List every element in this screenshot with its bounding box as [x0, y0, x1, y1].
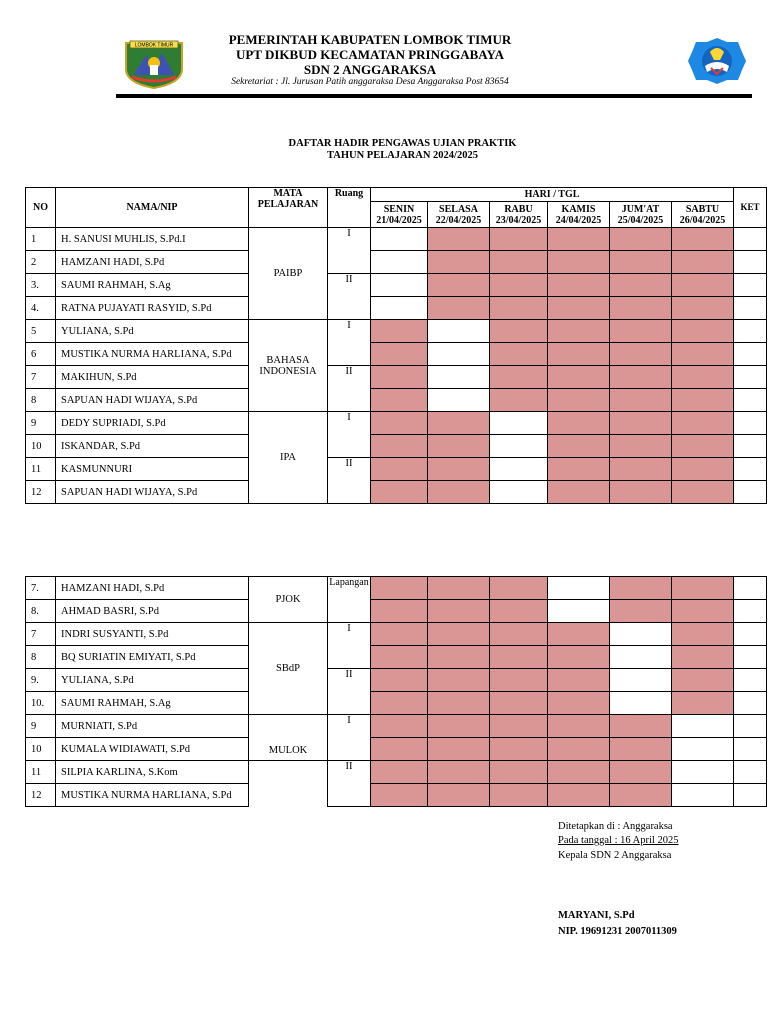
- shaded-cell: [548, 715, 610, 738]
- header-day-senin: SENIN 21/04/2025: [371, 202, 428, 228]
- row-name: HAMZANI HADI, S.Pd: [56, 251, 249, 274]
- shaded-cell: [428, 715, 490, 738]
- shaded-cell: [548, 366, 610, 389]
- shaded-cell: [672, 366, 734, 389]
- table-row: [26, 297, 767, 320]
- header-day-selasa: SELASA 22/04/2025: [428, 202, 490, 228]
- header-nama: NAMA/NIP: [56, 188, 249, 228]
- shaded-cell: [371, 600, 428, 623]
- row-name: SAUMI RAHMAH, S.Ag: [56, 692, 249, 715]
- row-no: 8: [26, 646, 56, 669]
- shaded-cell: [610, 251, 672, 274]
- shaded-cell: [428, 251, 490, 274]
- shaded-cell: [428, 784, 490, 807]
- empty-cell: [548, 577, 610, 600]
- header-hari: HARI / TGL: [371, 188, 734, 202]
- shaded-cell: [548, 761, 610, 784]
- table-row: [26, 366, 767, 389]
- shaded-cell: [428, 458, 490, 481]
- shaded-cell: [490, 343, 548, 366]
- table-row: [26, 669, 767, 692]
- shaded-cell: [548, 669, 610, 692]
- header-day-rabu: RABU 23/04/2025: [490, 202, 548, 228]
- row-no: 5: [26, 320, 56, 343]
- shaded-cell: [672, 412, 734, 435]
- shaded-cell: [490, 320, 548, 343]
- row-name: SAUMI RAHMAH, S.Ag: [56, 274, 249, 297]
- table-row: [26, 481, 767, 504]
- shaded-cell: [610, 481, 672, 504]
- shaded-cell: [490, 784, 548, 807]
- empty-cell: [428, 389, 490, 412]
- empty-cell: [371, 251, 428, 274]
- row-name: RATNA PUJAYATI RASYID, S.Pd: [56, 297, 249, 320]
- header-upt: UPT DIKBUD KECAMATAN PRINGGABAYA: [235, 47, 505, 62]
- shaded-cell: [490, 692, 548, 715]
- shaded-cell: [490, 389, 548, 412]
- row-no: 10.: [26, 692, 56, 715]
- room-cell: II: [328, 458, 371, 504]
- shaded-cell: [548, 692, 610, 715]
- shaded-cell: [490, 600, 548, 623]
- row-no: 8: [26, 389, 56, 412]
- header-government: PEMERINTAH KABUPATEN LOMBOK TIMUR: [228, 32, 512, 47]
- shaded-cell: [371, 738, 428, 761]
- sig-name: MARYANI, S.Pd: [558, 910, 635, 921]
- row-no: 9.: [26, 669, 56, 692]
- attendance-table-2: [25, 576, 767, 807]
- row-name: ISKANDAR, S.Pd: [56, 435, 249, 458]
- sig-place: Ditetapkan di : Anggaraksa: [558, 821, 673, 832]
- room-cell: II: [328, 761, 371, 807]
- shaded-cell: [371, 343, 428, 366]
- shaded-cell: [610, 274, 672, 297]
- empty-cell: [548, 600, 610, 623]
- shaded-cell: [371, 435, 428, 458]
- shaded-cell: [548, 274, 610, 297]
- shaded-cell: [490, 251, 548, 274]
- empty-cell: [672, 715, 734, 738]
- row-no: 9: [26, 412, 56, 435]
- shaded-cell: [610, 784, 672, 807]
- row-no: 2: [26, 251, 56, 274]
- row-no: 12: [26, 784, 56, 807]
- shaded-cell: [548, 623, 610, 646]
- document-subtitle: TAHUN PELAJARAN 2024/2025: [327, 150, 478, 161]
- row-name: KUMALA WIDIAWATI, S.Pd: [56, 738, 249, 761]
- shaded-cell: [371, 692, 428, 715]
- room-cell: II: [328, 669, 371, 715]
- table-row: [26, 343, 767, 366]
- empty-cell: [610, 692, 672, 715]
- table-row: [26, 692, 767, 715]
- table-row: [26, 412, 767, 435]
- row-name: BQ SURIATIN EMIYATI, S.Pd: [56, 646, 249, 669]
- shaded-cell: [610, 412, 672, 435]
- row-no: 6: [26, 343, 56, 366]
- table-row: [26, 761, 767, 784]
- header-school: SDN 2 ANGGARAKSA: [303, 62, 437, 77]
- row-name: YULIANA, S.Pd: [56, 669, 249, 692]
- row-name: SAPUAN HADI WIJAYA, S.Pd: [56, 389, 249, 412]
- room-cell: II: [328, 274, 371, 320]
- row-name: MURNIATI, S.Pd: [56, 715, 249, 738]
- shaded-cell: [672, 389, 734, 412]
- row-name: MUSTIKA NURMA HARLIANA, S.Pd: [56, 784, 249, 807]
- tut-wuri-handayani-logo: [686, 36, 748, 86]
- row-no: 10: [26, 738, 56, 761]
- shaded-cell: [610, 458, 672, 481]
- shaded-cell: [672, 646, 734, 669]
- shaded-cell: [672, 228, 734, 251]
- header-no: NO: [26, 188, 56, 228]
- shaded-cell: [428, 412, 490, 435]
- empty-cell: [490, 458, 548, 481]
- sig-date: Pada tanggal : 16 April 2025: [558, 835, 679, 846]
- shaded-cell: [428, 274, 490, 297]
- empty-cell: [428, 366, 490, 389]
- shaded-cell: [610, 228, 672, 251]
- subject-cell: BAHASA INDONESIA: [249, 320, 328, 412]
- empty-cell: [371, 228, 428, 251]
- shaded-cell: [548, 412, 610, 435]
- row-name: MAKIHUN, S.Pd: [56, 366, 249, 389]
- row-no: 12: [26, 481, 56, 504]
- sig-role: Kepala SDN 2 Anggaraksa: [558, 850, 672, 861]
- shaded-cell: [610, 577, 672, 600]
- empty-cell: [371, 274, 428, 297]
- row-no: 7: [26, 366, 56, 389]
- shaded-cell: [672, 343, 734, 366]
- shaded-cell: [672, 600, 734, 623]
- row-no: 3.: [26, 274, 56, 297]
- row-name: SILPIA KARLINA, S.Kom: [56, 761, 249, 784]
- shaded-cell: [672, 320, 734, 343]
- empty-cell: [428, 343, 490, 366]
- table-row: [26, 577, 767, 600]
- shaded-cell: [672, 623, 734, 646]
- shaded-cell: [490, 577, 548, 600]
- table-row: [26, 435, 767, 458]
- row-no: 9: [26, 715, 56, 738]
- shaded-cell: [428, 297, 490, 320]
- shaded-cell: [548, 458, 610, 481]
- subject-cell: PJOK: [249, 577, 328, 623]
- shaded-cell: [548, 738, 610, 761]
- shaded-cell: [548, 251, 610, 274]
- empty-cell: [610, 623, 672, 646]
- row-name: H. SANUSI MUHLIS, S.Pd.I: [56, 228, 249, 251]
- row-name: DEDY SUPRIADI, S.Pd: [56, 412, 249, 435]
- row-name: SAPUAN HADI WIJAYA, S.Pd: [56, 481, 249, 504]
- empty-cell: [610, 669, 672, 692]
- table-row: [26, 784, 767, 807]
- empty-cell: [371, 297, 428, 320]
- subject-cell: SBdP: [249, 623, 328, 715]
- shaded-cell: [490, 761, 548, 784]
- shaded-cell: [610, 297, 672, 320]
- shaded-cell: [490, 738, 548, 761]
- shaded-cell: [371, 412, 428, 435]
- shaded-cell: [610, 761, 672, 784]
- table-row: [26, 715, 767, 738]
- row-name: YULIANA, S.Pd: [56, 320, 249, 343]
- table-row: [26, 738, 767, 761]
- shaded-cell: [428, 761, 490, 784]
- shaded-cell: [428, 738, 490, 761]
- shaded-cell: [672, 458, 734, 481]
- shaded-cell: [371, 389, 428, 412]
- shaded-cell: [672, 481, 734, 504]
- shaded-cell: [548, 228, 610, 251]
- empty-cell: [490, 435, 548, 458]
- row-no: 7.: [26, 577, 56, 600]
- attendance-table-1: [25, 187, 767, 504]
- row-name: MUSTIKA NURMA HARLIANA, S.Pd: [56, 343, 249, 366]
- row-no: 1: [26, 228, 56, 251]
- shaded-cell: [371, 366, 428, 389]
- table-row: [26, 251, 767, 274]
- shaded-cell: [428, 435, 490, 458]
- empty-cell: [490, 412, 548, 435]
- header-divider: [116, 94, 752, 98]
- shaded-cell: [428, 600, 490, 623]
- shaded-cell: [490, 228, 548, 251]
- row-name: AHMAD BASRI, S.Pd: [56, 600, 249, 623]
- table-row: [26, 646, 767, 669]
- row-name: HAMZANI HADI, S.Pd: [56, 577, 249, 600]
- shaded-cell: [371, 646, 428, 669]
- header-day-sabtu: SABTU 26/04/2025: [672, 202, 734, 228]
- sig-nip: NIP. 19691231 2007011309: [558, 926, 677, 937]
- shaded-cell: [490, 669, 548, 692]
- shaded-cell: [371, 623, 428, 646]
- empty-cell: [610, 646, 672, 669]
- shaded-cell: [428, 669, 490, 692]
- row-no: 8.: [26, 600, 56, 623]
- shaded-cell: [610, 343, 672, 366]
- room-cell: I: [328, 623, 371, 669]
- shaded-cell: [490, 366, 548, 389]
- shaded-cell: [428, 228, 490, 251]
- room-cell: I: [328, 228, 371, 274]
- table-row: [26, 389, 767, 412]
- shaded-cell: [371, 784, 428, 807]
- shaded-cell: [548, 784, 610, 807]
- header-address: Sekretariat : Jl. Jurusan Patih anggaraksa Desa Anggaraksa Post 83654: [231, 77, 509, 87]
- header-ruang: Ruang: [328, 188, 371, 228]
- header-mapel: MATA PELAJARAN: [249, 188, 328, 228]
- subject-cell: MULOK: [249, 715, 328, 761]
- table-row: [26, 623, 767, 646]
- table-row: [26, 320, 767, 343]
- header-day-kamis: KAMIS 24/04/2025: [548, 202, 610, 228]
- row-name: KASMUNNURI: [56, 458, 249, 481]
- header-ket: KET: [734, 188, 767, 228]
- shaded-cell: [672, 297, 734, 320]
- shaded-cell: [548, 646, 610, 669]
- room-cell: I: [328, 412, 371, 458]
- shaded-cell: [672, 669, 734, 692]
- shaded-cell: [371, 715, 428, 738]
- room-cell: I: [328, 715, 371, 761]
- shaded-cell: [490, 297, 548, 320]
- room-cell: II: [328, 366, 371, 412]
- shaded-cell: [490, 715, 548, 738]
- row-no: 7: [26, 623, 56, 646]
- svg-text:LOMBOK TIMUR: LOMBOK TIMUR: [134, 42, 174, 49]
- shaded-cell: [548, 435, 610, 458]
- shaded-cell: [371, 577, 428, 600]
- shaded-cell: [548, 481, 610, 504]
- shaded-cell: [548, 297, 610, 320]
- shaded-cell: [672, 577, 734, 600]
- shaded-cell: [428, 692, 490, 715]
- row-name: INDRI SUSYANTI, S.Pd: [56, 623, 249, 646]
- row-no: 11: [26, 458, 56, 481]
- shaded-cell: [428, 623, 490, 646]
- shaded-cell: [490, 274, 548, 297]
- table-row: [26, 228, 767, 251]
- shaded-cell: [371, 458, 428, 481]
- shaded-cell: [371, 481, 428, 504]
- table-row: [26, 458, 767, 481]
- shaded-cell: [428, 481, 490, 504]
- shaded-cell: [672, 692, 734, 715]
- empty-cell: [428, 320, 490, 343]
- row-no: 4.: [26, 297, 56, 320]
- shaded-cell: [672, 274, 734, 297]
- subject-cell: IPA: [249, 412, 328, 504]
- room-cell: I: [328, 320, 371, 366]
- shaded-cell: [610, 366, 672, 389]
- table-row: [26, 600, 767, 623]
- shaded-cell: [490, 646, 548, 669]
- shaded-cell: [371, 320, 428, 343]
- shaded-cell: [672, 251, 734, 274]
- shaded-cell: [548, 343, 610, 366]
- row-no: 11: [26, 761, 56, 784]
- shaded-cell: [548, 320, 610, 343]
- shaded-cell: [428, 577, 490, 600]
- row-no: 10: [26, 435, 56, 458]
- empty-cell: [490, 481, 548, 504]
- shaded-cell: [548, 389, 610, 412]
- empty-cell: [672, 738, 734, 761]
- empty-cell: [672, 784, 734, 807]
- shaded-cell: [672, 435, 734, 458]
- shaded-cell: [610, 389, 672, 412]
- room-cell: Lapangan: [328, 577, 371, 623]
- subject-cell: PAIBP: [249, 228, 328, 320]
- header-day-jumat: JUM'AT 25/04/2025: [610, 202, 672, 228]
- shaded-cell: [610, 715, 672, 738]
- shaded-cell: [610, 738, 672, 761]
- shaded-cell: [610, 435, 672, 458]
- shaded-cell: [428, 646, 490, 669]
- shaded-cell: [371, 761, 428, 784]
- shaded-cell: [610, 320, 672, 343]
- table-row: [26, 274, 767, 297]
- document-title: DAFTAR HADIR PENGAWAS UJIAN PRAKTIK: [288, 138, 517, 149]
- shaded-cell: [371, 669, 428, 692]
- shaded-cell: [610, 600, 672, 623]
- empty-cell: [672, 761, 734, 784]
- shaded-cell: [490, 623, 548, 646]
